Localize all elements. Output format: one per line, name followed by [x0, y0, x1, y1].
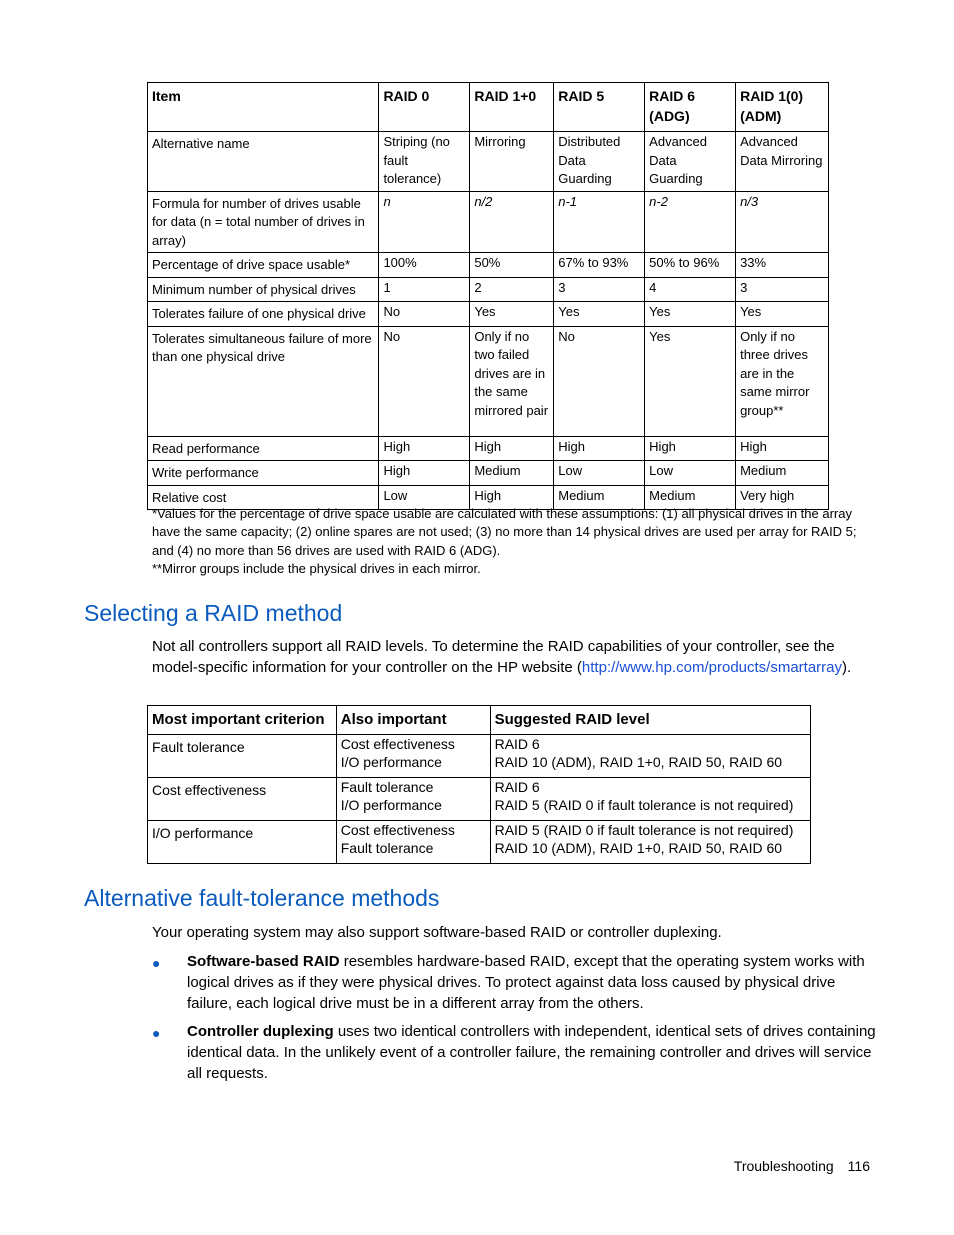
- table-row: [148, 436, 829, 461]
- table-cell: Medium: [470, 461, 554, 486]
- selecting-intro-paragraph: [152, 637, 877, 679]
- table-cell: Medium: [645, 485, 736, 510]
- table-cell: No: [379, 302, 470, 327]
- criterion-cell: I/O performance: [148, 820, 337, 863]
- column-header: Also important: [336, 706, 490, 735]
- table-cell: High: [736, 436, 829, 461]
- criterion-cell: Cost effectiveness: [148, 777, 337, 820]
- section-heading-alternative: Alternative fault-tolerance methods: [84, 885, 440, 911]
- suggested-level-cell: [490, 734, 810, 777]
- table-cell: Low: [379, 485, 470, 510]
- footnote-mirror: **Mirror groups include the physical drives in each mirror.: [152, 561, 481, 576]
- cell-line: RAID 6: [494, 735, 540, 752]
- table-cell: Low: [554, 461, 645, 486]
- table-cell: 50% to 96%: [645, 253, 736, 278]
- intro-text-end: ).: [842, 658, 852, 676]
- section-heading-selecting: Selecting a RAID method: [84, 600, 343, 626]
- column-header: RAID 5: [554, 83, 645, 132]
- row-label: Alternative name: [148, 132, 379, 192]
- bullet-description: uses two identical controllers with independent, identical sets of drives containing identical data. In the unlikely event of a controller failure, the remaining controller and drives will service all requests.: [187, 1023, 876, 1082]
- table-row: [148, 734, 811, 777]
- also-important-cell: [336, 734, 490, 777]
- row-label: Formula for number of drives usable for data (n = total number of drives in array): [148, 191, 379, 253]
- table-cell: No: [379, 326, 470, 436]
- table-cell: n/2: [470, 191, 554, 253]
- footnote-values: *Values for the percentage of drive space usable are calculated with these assumptions: (1) all physical drives in the array have the same capacity; (2) online spares are not used; (3) no more than 14 physical drives are used per array for RAID 5; and (4) no more than 56 drives are used with RAID 6 (ADG).: [152, 506, 857, 558]
- cell-line: RAID 5 (RAID 0 if fault tolerance is not required): [494, 797, 794, 813]
- table-row: [148, 277, 829, 302]
- column-header: RAID 1(0) (ADM): [736, 83, 829, 132]
- row-label: Read performance: [148, 436, 379, 461]
- column-header: RAID 0: [379, 83, 470, 132]
- page-number: 116: [847, 1158, 870, 1174]
- table-cell: Only if no three drives are in the same mirror group**: [736, 326, 829, 436]
- raid-comparison-table: [147, 82, 829, 510]
- table-cell: High: [379, 461, 470, 486]
- table-row: [148, 302, 829, 327]
- cell-line: Fault tolerance: [340, 840, 434, 856]
- table-cell: Mirroring: [470, 132, 554, 192]
- table-cell: n-1: [554, 191, 645, 253]
- table-cell: n-2: [645, 191, 736, 253]
- bullet-term: Controller duplexing: [187, 1023, 334, 1040]
- cell-line: I/O performance: [340, 754, 442, 770]
- table-cell: High: [470, 436, 554, 461]
- table-cell: High: [554, 436, 645, 461]
- table-row: [148, 777, 811, 820]
- column-header: RAID 1+0: [470, 83, 554, 132]
- table-row: [148, 820, 811, 863]
- column-header: RAID 6 (ADG): [645, 83, 736, 132]
- table-cell: n/3: [736, 191, 829, 253]
- table-row: [148, 461, 829, 486]
- row-label: Minimum number of physical drives: [148, 277, 379, 302]
- table-row: [148, 326, 829, 436]
- cell-line: RAID 10 (ADM), RAID 1+0, RAID 50, RAID 60: [494, 840, 783, 856]
- footer-section: Troubleshooting: [733, 1158, 834, 1174]
- table-cell: Distributed Data Guarding: [554, 132, 645, 192]
- page-footer: [734, 1158, 870, 1174]
- table-cell: 50%: [470, 253, 554, 278]
- table-cell: Medium: [736, 461, 829, 486]
- table-cell: High: [379, 436, 470, 461]
- table-cell: Yes: [645, 302, 736, 327]
- table-cell: Low: [645, 461, 736, 486]
- smartarray-link[interactable]: http://www.hp.com/products/smartarray: [581, 658, 843, 676]
- table-row: [148, 132, 829, 192]
- suggested-level-cell: [490, 820, 810, 863]
- row-label: Tolerates failure of one physical drive: [148, 302, 379, 327]
- table-cell: n: [379, 191, 470, 253]
- row-label: Relative cost: [148, 485, 379, 510]
- raid-selection-table: [147, 705, 811, 864]
- bullet-term: Software-based RAID: [187, 953, 340, 970]
- cell-line: Cost effectiveness: [340, 821, 455, 838]
- cell-line: I/O performance: [340, 797, 442, 813]
- column-header: Suggested RAID level: [490, 706, 810, 735]
- also-important-cell: [336, 777, 490, 820]
- table-row: [148, 253, 829, 278]
- table-cell: 2: [470, 277, 554, 302]
- table-cell: Medium: [554, 485, 645, 510]
- bullet-text: [187, 952, 877, 1014]
- table-cell: Advanced Data Mirroring: [736, 132, 829, 192]
- table-cell: No: [554, 326, 645, 436]
- table-cell: Striping (no fault tolerance): [379, 132, 470, 192]
- bullet-icon: ●: [152, 955, 161, 971]
- table-cell: Yes: [736, 302, 829, 327]
- table-header-row: [148, 83, 829, 132]
- table-cell: Only if no two failed drives are in the same mirrored pair: [470, 326, 554, 436]
- bullet-description: resembles hardware-based RAID, except that the operating system works with logical drives as if they were physical drives. To protect against data loss caused by physical drive failure, each logical drive must be in a different array from the others.: [187, 953, 865, 1012]
- table-cell: Yes: [645, 326, 736, 436]
- row-label: Percentage of drive space usable*: [148, 253, 379, 278]
- table-cell: 33%: [736, 253, 829, 278]
- table-cell: Yes: [554, 302, 645, 327]
- column-header: Item: [148, 83, 379, 132]
- cell-line: Fault tolerance: [340, 778, 434, 795]
- table-cell: 67% to 93%: [554, 253, 645, 278]
- cell-line: RAID 6: [494, 778, 540, 795]
- table-cell: 1: [379, 277, 470, 302]
- table-cell: Very high: [736, 485, 829, 510]
- table-cell: Advanced Data Guarding: [645, 132, 736, 192]
- column-header: Most important criterion: [148, 706, 337, 735]
- table-cell: 3: [736, 277, 829, 302]
- table-cell: 3: [554, 277, 645, 302]
- row-label: Tolerates simultaneous failure of more than one physical drive: [148, 326, 379, 436]
- table-header-row: [148, 706, 811, 735]
- also-important-cell: [336, 820, 490, 863]
- alternative-intro-paragraph: Your operating system may also support software-based RAID or controller duplexing.: [152, 924, 722, 941]
- cell-line: Cost effectiveness: [340, 735, 455, 752]
- suggested-level-cell: [490, 777, 810, 820]
- table-cell: High: [645, 436, 736, 461]
- criterion-cell: Fault tolerance: [148, 734, 337, 777]
- cell-line: RAID 10 (ADM), RAID 1+0, RAID 50, RAID 60: [494, 754, 783, 770]
- bullet-text: [187, 1022, 877, 1084]
- table-cell: 100%: [379, 253, 470, 278]
- table-row: [148, 191, 829, 253]
- table-cell: Yes: [470, 302, 554, 327]
- cell-line: RAID 5 (RAID 0 if fault tolerance is not required): [494, 821, 794, 838]
- table-cell: High: [470, 485, 554, 510]
- intro-text: Not all controllers support all RAID levels. To determine the RAID capabilities of your controller, see the model-specific information for your controller on the HP website (: [152, 638, 835, 676]
- table-cell: 4: [645, 277, 736, 302]
- row-label: Write performance: [148, 461, 379, 486]
- bullet-icon: ●: [152, 1025, 161, 1041]
